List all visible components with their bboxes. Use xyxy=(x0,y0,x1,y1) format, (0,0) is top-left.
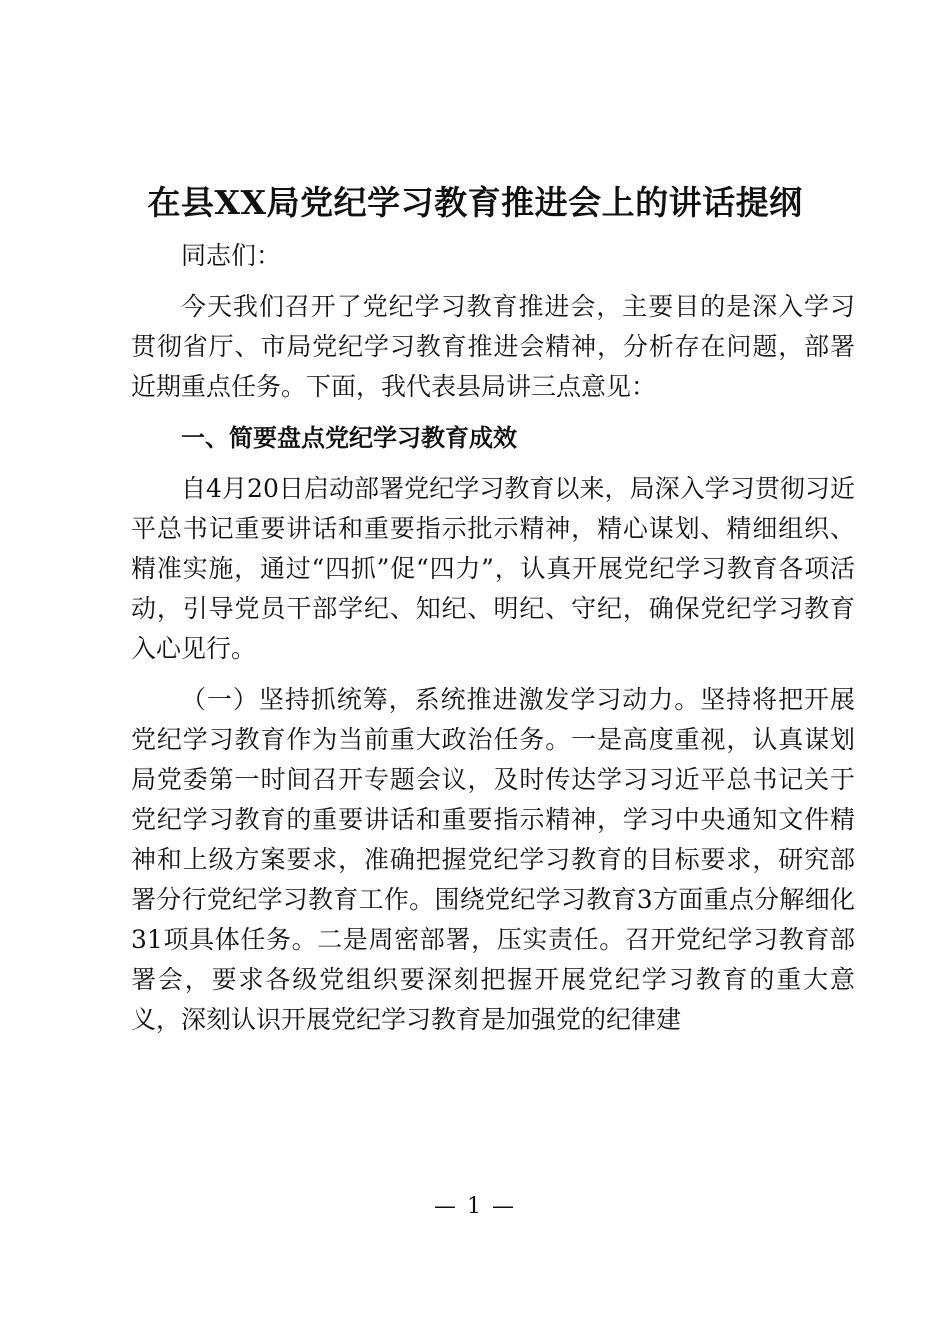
greeting-line: 同志们： xyxy=(181,241,282,270)
document-body xyxy=(131,236,855,1051)
section-paragraph: 自4月20日启动部署党纪学习教育以来，局深入学习贯彻习近平总书记重要讲话和重要指示批示精神，精心谋划、精细组织、精准实施，通过“四抓”促“四力”，认真开展党纪学习教育各项活动，引导党员干部学纪、知纪、明纪、守纪，确保党纪学习教育入心见行。 xyxy=(131,474,855,663)
subsection-paragraph: （一）坚持抓统筹，系统推进激发学习动力。坚持将把开展党纪学习教育作为当前重大政治任务。一是高度重视，认真谋划局党委第一时间召开专题会议，及时传达学习习近平总书记关于党纪学习教育的重要讲话和重要指示精神，学习中央通知文件精神和上级方案要求，准确把握党纪学习教育的目标要求，研究部署分行党纪学习教育工作。围绕党纪学习教育3方面重点分解细化31项具体任务。二是周密部署，压实责任。召开党纪学习教育部署会，要求各级党组织要深刻把握开展党纪学习教育的重大意义，深刻认识开展党纪学习教育是加强党的纪律建 xyxy=(131,685,855,1034)
page-number: — 1 — xyxy=(434,1194,516,1219)
intro-paragraph: 今天我们召开了党纪学习教育推进会，主要目的是深入学习贯彻省厅、市局党纪学习教育推进会精神，分析存在问题，部署近期重点任务。下面，我代表县局讲三点意见： xyxy=(131,292,855,401)
section-heading: 一、简要盘点党纪学习教育成效 xyxy=(181,424,517,452)
document-title: 在县XX局党纪学习教育推进会上的讲话提纲 xyxy=(147,183,803,222)
